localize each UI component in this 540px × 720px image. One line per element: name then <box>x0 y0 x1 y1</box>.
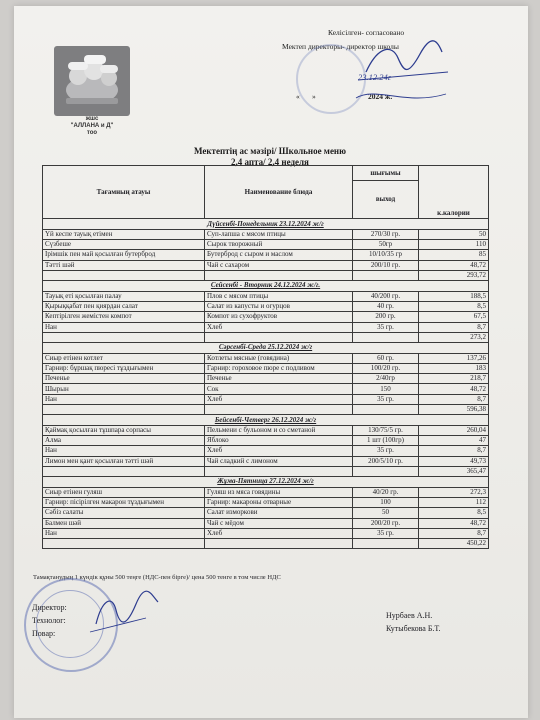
dish-name-kaz: Сәбіз салаты <box>43 508 205 518</box>
dish-name-rus: Салат из капусты и огурцов <box>205 302 353 312</box>
day-total-row <box>43 466 489 476</box>
dish-calories: 48,72 <box>419 384 489 394</box>
dish-name-rus: Бутерброд с сыром и маслом <box>205 250 353 260</box>
menu-item-row <box>43 312 489 322</box>
menu-item-row <box>43 364 489 374</box>
header-row <box>43 166 489 181</box>
dish-calories: 8,5 <box>419 302 489 312</box>
dish-name-kaz: Нан <box>43 322 205 332</box>
dish-name-rus: Чай сладкий с лимоном <box>205 456 353 466</box>
dish-calories: 218,7 <box>419 374 489 384</box>
dish-name-kaz: Гарнир: бұршақ пюресі тұздығымен <box>43 364 205 374</box>
dish-name-rus: Сырок творожный <box>205 240 353 250</box>
technologist-label: Технолог: <box>32 616 66 625</box>
menu-subtitle: 2,4 апта/ 2,4 неделя <box>231 157 309 167</box>
empty-cell <box>353 270 419 280</box>
dish-portion: 2/40гр <box>353 374 419 384</box>
dish-name-rus: Гуляш из мяса говядины <box>205 487 353 497</box>
cook-label: Повар: <box>32 629 56 638</box>
menu-item-row <box>43 436 489 446</box>
menu-item-row <box>43 230 489 240</box>
dish-name-kaz: Гарнир: пісірілген макарон тұздығымен <box>43 498 205 508</box>
empty-cell <box>205 332 353 342</box>
dish-portion: 40/20 гр. <box>353 487 419 497</box>
dish-calories: 47 <box>419 436 489 446</box>
dish-name-rus: Печенье <box>205 374 353 384</box>
menu-item-row <box>43 384 489 394</box>
school-logo <box>54 46 130 116</box>
dish-portion: 100/20 гр. <box>353 364 419 374</box>
dish-name-rus: Яблоко <box>205 436 353 446</box>
empty-cell <box>353 538 419 548</box>
dish-portion: 35 гр. <box>353 322 419 332</box>
dish-name-kaz: Ірімшік пен май қосылған бутерброд <box>43 250 205 260</box>
day-total-calories: 293,72 <box>419 270 489 280</box>
dish-calories: 8,7 <box>419 394 489 404</box>
approval-year: 2024 ж. <box>368 92 393 101</box>
approval-stamp-icon <box>296 44 366 114</box>
menu-item-row <box>43 291 489 301</box>
dish-portion: 60 гр. <box>353 353 419 363</box>
day-row <box>43 219 489 230</box>
dish-portion: 200/5/10 гр. <box>353 456 419 466</box>
empty-cell <box>43 404 205 414</box>
dish-name-rus: Чай с сахаром <box>205 260 353 270</box>
dish-name-rus: Пельмени с бульоном и со сметаной <box>205 426 353 436</box>
dish-portion: 1 шт (100гр) <box>353 436 419 446</box>
dish-name-kaz: Қырыққабат пен қиярдан салат <box>43 302 205 312</box>
empty-cell <box>43 538 205 548</box>
menu-title: Мектептің ас мәзірі/ Школьное меню <box>193 146 346 156</box>
day-title: Дүйсенбі-Понедельник 23.12.2024 ж/г <box>43 219 489 230</box>
column-rus-header: Наименование блюда <box>205 166 353 219</box>
empty-cell <box>353 466 419 476</box>
dish-calories: 137,26 <box>419 353 489 363</box>
dish-portion: 100 <box>353 498 419 508</box>
dish-calories: 48,72 <box>419 518 489 528</box>
empty-cell <box>205 538 353 548</box>
day-title: Бейсенбі-Четверг 26.12.2024 ж/г <box>43 415 489 426</box>
dish-name-kaz: Шырын <box>43 384 205 394</box>
menu-item-row <box>43 322 489 332</box>
dish-name-kaz: Лимон мен қант қосылған тәтті шәй <box>43 456 205 466</box>
dish-portion: 270/30 гр. <box>353 230 419 240</box>
day-total-row <box>43 270 489 280</box>
approval-handwritten-date: 23.12.24г <box>358 72 392 82</box>
menu-item-row <box>43 394 489 404</box>
menu-table <box>42 165 489 549</box>
day-title: Жұма-Пятница 27.12.2024 ж/г <box>43 476 489 487</box>
logo-caption-bottom: тоо <box>86 130 98 136</box>
menu-item-row <box>43 487 489 497</box>
day-row <box>43 476 489 487</box>
dish-name-kaz: Үй кеспе тауық етімен <box>43 230 205 240</box>
dish-calories: 49,73 <box>419 456 489 466</box>
dish-name-rus: Суп-лапша с мясом птицы <box>205 230 353 240</box>
menu-item-row <box>43 240 489 250</box>
dish-name-kaz: Нан <box>43 528 205 538</box>
dish-name-kaz: Сүзбеше <box>43 240 205 250</box>
dish-portion: 150 <box>353 384 419 394</box>
empty-cell <box>205 270 353 280</box>
approval-agreed: Келісілген- согласовано <box>328 28 405 37</box>
technologist-signature-icon <box>86 588 166 638</box>
day-title: Сейсенбі - Вторник 24.12.2024 ж/г. <box>43 280 489 291</box>
cook-name: Кутыбекова Б.Т. <box>386 624 441 633</box>
menu-item-row <box>43 374 489 384</box>
empty-cell <box>353 404 419 414</box>
dish-name-kaz: Сиыр етінен котлет <box>43 353 205 363</box>
column-portion-top-header: шығымы <box>353 166 419 181</box>
dish-portion: 200/10 гр. <box>353 260 419 270</box>
dish-portion: 130/75/5 гр. <box>353 426 419 436</box>
dish-calories: 50 <box>419 230 489 240</box>
logo-caption <box>40 116 144 137</box>
dish-portion: 50 <box>353 508 419 518</box>
day-row <box>43 415 489 426</box>
day-total-calories: 450,22 <box>419 538 489 548</box>
day-row <box>43 280 489 291</box>
column-calories-header: к.калории <box>419 166 489 219</box>
dish-name-rus: Хлеб <box>205 322 353 332</box>
menu-item-row <box>43 446 489 456</box>
menu-item-row <box>43 456 489 466</box>
dish-calories: 183 <box>419 364 489 374</box>
dish-name-kaz: Печенье <box>43 374 205 384</box>
approval-quote-left: « <box>296 92 300 101</box>
dish-name-kaz: Балмен шәй <box>43 518 205 528</box>
dish-calories: 8,5 <box>419 508 489 518</box>
menu-item-row <box>43 518 489 528</box>
dish-portion: 50гр <box>353 240 419 250</box>
day-title: Сәрсенбі-Среда 25.12.2024 ж/г <box>43 342 489 353</box>
logo-caption-name: "АЛЛАНА и Д" <box>70 123 114 129</box>
dish-name-rus: Чай с мёдом <box>205 518 353 528</box>
empty-cell <box>205 466 353 476</box>
dish-name-kaz: Кептірілген жемістен компот <box>43 312 205 322</box>
empty-cell <box>43 466 205 476</box>
menu-item-row <box>43 353 489 363</box>
dish-calories: 110 <box>419 240 489 250</box>
dish-calories: 188,5 <box>419 291 489 301</box>
dish-name-rus: Хлеб <box>205 528 353 538</box>
dish-name-kaz: Нан <box>43 446 205 456</box>
dish-name-rus: Хлеб <box>205 446 353 456</box>
dish-name-rus: Гарнир: макароны отварные <box>205 498 353 508</box>
dish-portion: 200 гр. <box>353 312 419 322</box>
dish-name-kaz: Тауық еті қосылған палау <box>43 291 205 301</box>
day-total-calories: 273,2 <box>419 332 489 342</box>
dish-name-kaz: Тәтті шәй <box>43 260 205 270</box>
menu-item-row <box>43 250 489 260</box>
day-total-calories: 596,38 <box>419 404 489 414</box>
dish-calories: 8,7 <box>419 322 489 332</box>
price-footnote: Тамақтанудың 1 күндік құны 500 теңге (НДС-пен бірге)/ цена 500 тенге в том числе НДС <box>33 574 281 581</box>
dish-name-rus: Плов с мясом птицы <box>205 291 353 301</box>
menu-item-row <box>43 426 489 436</box>
column-portion-bottom-header: выход <box>353 181 419 219</box>
dish-name-rus: Компот из сухофруктов <box>205 312 353 322</box>
menu-item-row <box>43 302 489 312</box>
menu-item-row <box>43 498 489 508</box>
dish-calories: 112 <box>419 498 489 508</box>
empty-cell <box>353 332 419 342</box>
day-row <box>43 342 489 353</box>
day-total-calories: 365,47 <box>419 466 489 476</box>
dish-name-kaz: Нан <box>43 394 205 404</box>
dish-calories: 272,3 <box>419 487 489 497</box>
dish-name-rus: Сок <box>205 384 353 394</box>
dish-name-rus: Котлеты мясные (говядина) <box>205 353 353 363</box>
menu-item-row <box>43 528 489 538</box>
director-label: Директор: <box>32 603 67 612</box>
dish-name-rus: Гарнир: гороховое пюре с подливом <box>205 364 353 374</box>
dish-calories: 8,7 <box>419 446 489 456</box>
dish-calories: 85 <box>419 250 489 260</box>
dish-calories: 67,5 <box>419 312 489 322</box>
dish-name-rus: Хлеб <box>205 394 353 404</box>
dish-calories: 48,72 <box>419 260 489 270</box>
dish-name-kaz: Қаймақ қосылған тұшпара сорпасы <box>43 426 205 436</box>
empty-cell <box>43 332 205 342</box>
dish-portion: 40 гр. <box>353 302 419 312</box>
dish-portion: 35 гр. <box>353 528 419 538</box>
empty-cell <box>43 270 205 280</box>
menu-item-row <box>43 508 489 518</box>
day-total-row <box>43 332 489 342</box>
empty-cell <box>205 404 353 414</box>
dish-portion: 200/20 гр. <box>353 518 419 528</box>
dish-portion: 35 гр. <box>353 446 419 456</box>
dish-name-rus: Салат изморкови <box>205 508 353 518</box>
dish-portion: 35 гр. <box>353 394 419 404</box>
dish-name-kaz: Сиыр етінен гуляш <box>43 487 205 497</box>
approval-quote-right: » <box>312 92 316 101</box>
day-total-row <box>43 538 489 548</box>
logo-caption-top: жшс <box>85 116 99 122</box>
director-name: Нурбаев А.Н. <box>386 611 433 620</box>
menu-item-row <box>43 260 489 270</box>
cooks-logo-icon <box>54 46 130 116</box>
dish-calories: 260,04 <box>419 426 489 436</box>
dish-portion: 40/200 гр. <box>353 291 419 301</box>
dish-calories: 8,7 <box>419 528 489 538</box>
column-kaz-header: Тағамның атауы <box>43 166 205 219</box>
dish-name-kaz: Алма <box>43 436 205 446</box>
dish-portion: 10/10/35 гр <box>353 250 419 260</box>
day-total-row <box>43 404 489 414</box>
approval-director: Мектеп директоры- директор школы <box>282 42 399 51</box>
